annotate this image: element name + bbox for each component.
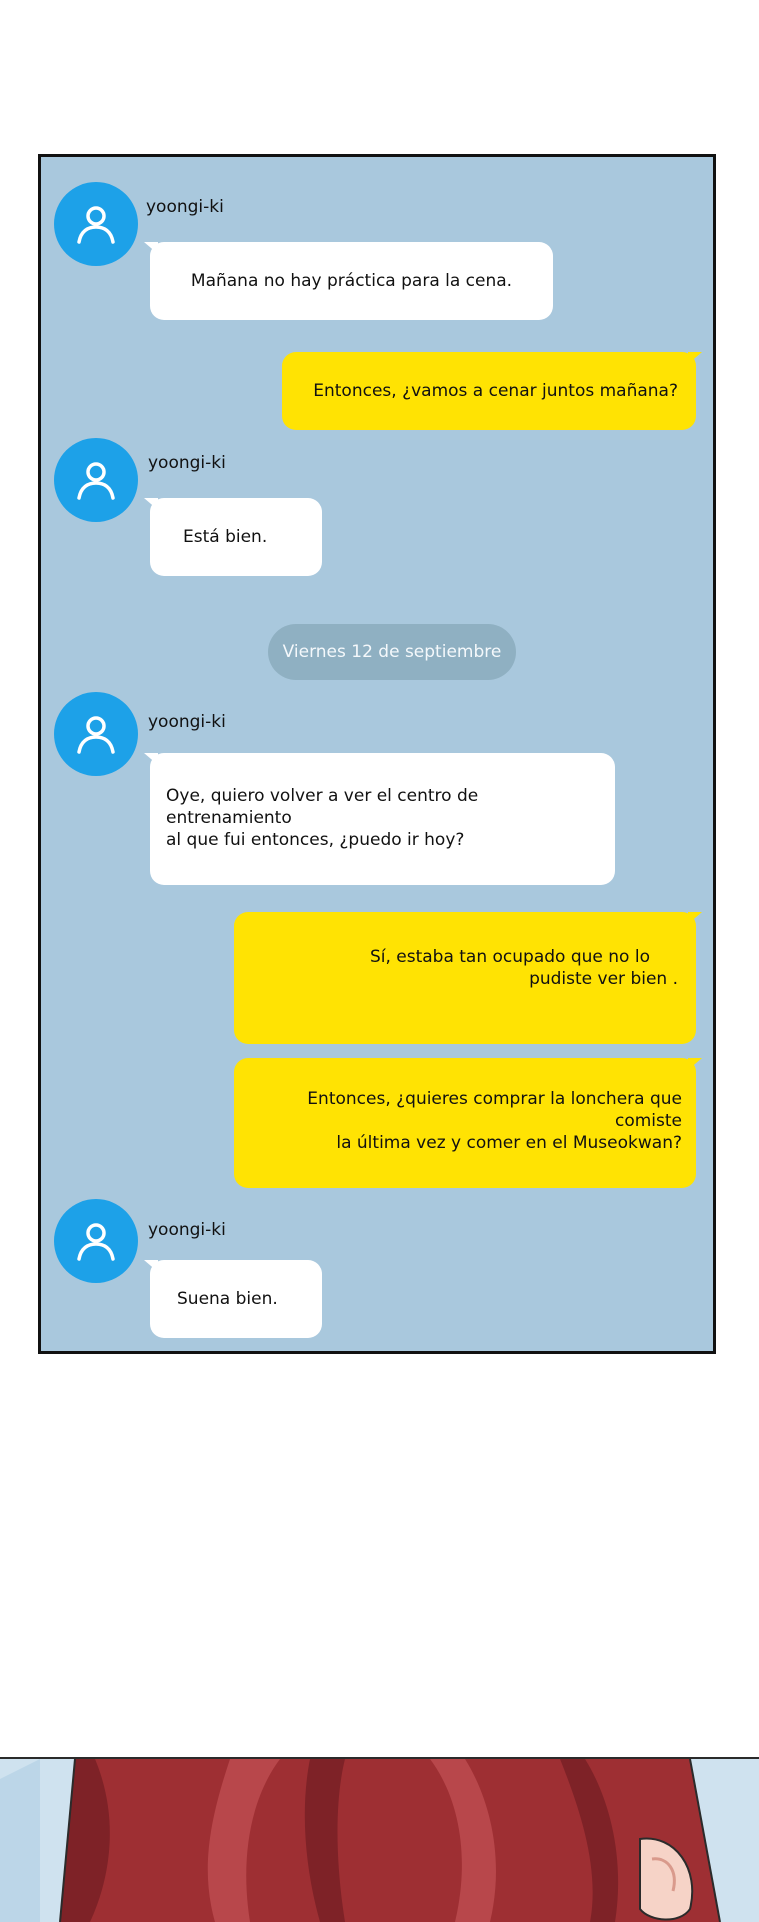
message-text: Entonces, ¿vamos a cenar juntos mañana? [313, 381, 678, 401]
message-bubble-outgoing[interactable] [234, 1058, 696, 1188]
message-text: Mañana no hay práctica para la cena. [190, 271, 513, 291]
message-line: Sí, estaba tan ocupado que no lo [369, 947, 650, 967]
sender-name: yoongi-ki [148, 453, 226, 473]
message-line: la última vez y comer en el Museokwan? [336, 1133, 682, 1153]
message-bubble-incoming[interactable] [150, 242, 553, 320]
user-icon [74, 458, 118, 502]
message-line: Entonces, ¿quieres comprar la lonchera que comiste [307, 1089, 682, 1131]
message-line: pudiste ver bien . [529, 969, 678, 989]
user-icon [74, 1219, 118, 1263]
message-bubble-incoming[interactable] [150, 498, 322, 576]
avatar[interactable] [54, 1199, 138, 1283]
chat-panel [38, 154, 716, 1354]
date-separator: Viernes 12 de septiembre [268, 624, 516, 680]
message-text [166, 785, 599, 851]
user-icon [74, 712, 118, 756]
message-bubble-incoming[interactable] [150, 1260, 322, 1338]
sender-name: yoongi-ki [146, 197, 224, 217]
message-bubble-incoming[interactable] [150, 753, 615, 885]
message-text: Suena bien. [177, 1289, 278, 1309]
message-line: al que fui entonces, ¿puedo ir hoy? [166, 830, 465, 850]
avatar[interactable] [54, 692, 138, 776]
sender-name: yoongi-ki [148, 712, 226, 732]
avatar[interactable] [54, 182, 138, 266]
character-illustration [0, 1759, 759, 1922]
sender-name: yoongi-ki [148, 1220, 226, 1240]
message-bubble-outgoing[interactable] [234, 912, 696, 1044]
user-icon [74, 202, 118, 246]
message-text: Está bien. [183, 527, 268, 547]
avatar[interactable] [54, 438, 138, 522]
message-bubble-outgoing[interactable] [282, 352, 696, 430]
illustration-panel [0, 1757, 759, 1922]
message-line: Oye, quiero volver a ver el centro de entrenamiento [166, 786, 479, 828]
